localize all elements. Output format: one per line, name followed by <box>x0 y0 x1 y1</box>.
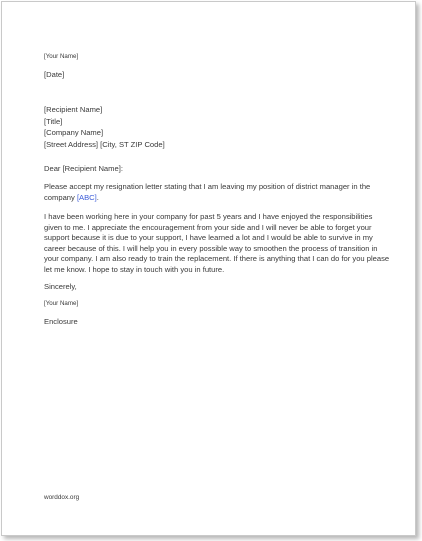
paragraph-1-text-after: . <box>96 192 99 202</box>
paragraph-1-text-before: Please accept my resignation letter stating that I am leaving my position of district manager in the company <box>44 182 371 202</box>
signature-name: [Your Name] <box>44 300 79 307</box>
footer-site: worddox.org <box>44 494 80 501</box>
paragraph-1 <box>44 182 390 203</box>
date: [Date] <box>44 70 65 79</box>
recipient-address: [Street Address] [City, ST ZIP Code] <box>44 140 165 149</box>
company-placeholder: [ABC] <box>76 192 97 202</box>
recipient-title: [Title] <box>44 117 63 126</box>
salutation: Dear [Recipient Name]: <box>44 164 123 173</box>
paragraph-2: I have been working here in your company for past 5 years and I have enjoyed the responsibilities given to me. I appreciate the encouragement from your side and I will never be able to forget your support because it is due to your support, I have learned a lot and I would be able to survive in my career because of this. I will help you in every possible way to smoothen the process of transition in your company. I am also ready to train the replacement. If there is anything that I can do for you please let me know. I hope to stay in touch with you in future. <box>44 212 390 274</box>
enclosure: Enclosure <box>44 317 78 326</box>
recipient-name: [Recipient Name] <box>44 105 103 114</box>
closing: Sincerely, <box>44 282 77 291</box>
document-page <box>1 1 416 536</box>
sender-name: [Your Name] <box>44 53 79 60</box>
recipient-company: [Company Name] <box>44 128 104 137</box>
